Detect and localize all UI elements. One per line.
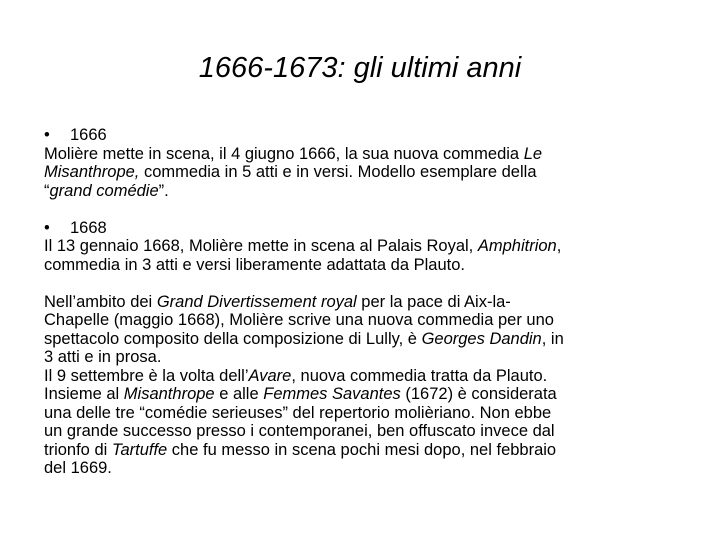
text-line: Insieme al Misanthrope e alle Femmes Savantes (1672) è considerata — [44, 385, 557, 403]
text-line: del 1669. — [44, 459, 112, 477]
text-line: un grande successo presso i contemporanei, ben offuscato invece dal — [44, 422, 555, 440]
text-line: commedia in 3 atti e versi liberamente adattata da Plauto. — [44, 255, 465, 274]
closing-paragraph — [44, 293, 684, 478]
text-line: 3 atti e in prosa. — [44, 348, 162, 366]
bullet-heading-1668 — [44, 219, 684, 238]
bullet-year: 1668 — [70, 218, 107, 237]
bullet-year: 1666 — [70, 126, 107, 144]
italic-title: Tartuffe — [111, 440, 168, 459]
text-line: Nell’ambito dei Grand Divertissement royal per la pace di Aix-la- — [44, 292, 511, 311]
italic-title: Femmes Savantes — [263, 385, 401, 403]
italic-title: Grand Divertissement royal — [156, 292, 357, 311]
section-1668 — [44, 219, 684, 275]
slide-body — [44, 126, 684, 478]
slide-title: 1666-1673: gli ultimi anni — [198, 52, 522, 84]
text-line: Il 9 settembre è la volta dell’Avare, nuova commedia tratta da Plauto. — [44, 366, 548, 385]
text-line: Molière mette in scena, il 4 giugno 1666, la sua nuova commedia Le — [44, 144, 543, 163]
text-line: Misanthrope, commedia in 5 atti e in versi. Modello esemplare della — [44, 163, 537, 181]
italic-title: Georges Dandin — [421, 329, 542, 348]
text-line: una delle tre “comédie serieuses” del repertorio molièriano. Non ebbe — [44, 403, 552, 422]
section-text — [44, 145, 684, 201]
italic-title: Misanthrope, — [44, 163, 140, 181]
text-line: Chapelle (maggio 1668), Molière scrive una nuova commedia per uno — [44, 311, 554, 329]
italic-title: Misanthrope — [123, 385, 215, 403]
bullet-heading-1666 — [44, 126, 684, 145]
text-line: Il 13 gennaio 1668, Molière mette in scena al Palais Royal, Amphitrion, — [44, 237, 562, 255]
italic-title: Le — [523, 144, 543, 163]
italic-title: Amphitrion — [477, 237, 557, 255]
italic-title: Avare — [248, 366, 292, 385]
text-line: “grand comédie”. — [44, 181, 169, 200]
bullet-icon: • — [44, 126, 50, 144]
text-line: trionfo di Tartuffe che fu messo in scena pochi mesi dopo, nel febbraio — [44, 440, 557, 459]
text-line: spettacolo composito della composizione di Lully, è Georges Dandin, in — [44, 329, 564, 348]
section-1666 — [44, 126, 684, 200]
italic-title: grand comédie — [49, 181, 159, 200]
bullet-icon: • — [44, 218, 50, 237]
section-text — [44, 237, 684, 274]
